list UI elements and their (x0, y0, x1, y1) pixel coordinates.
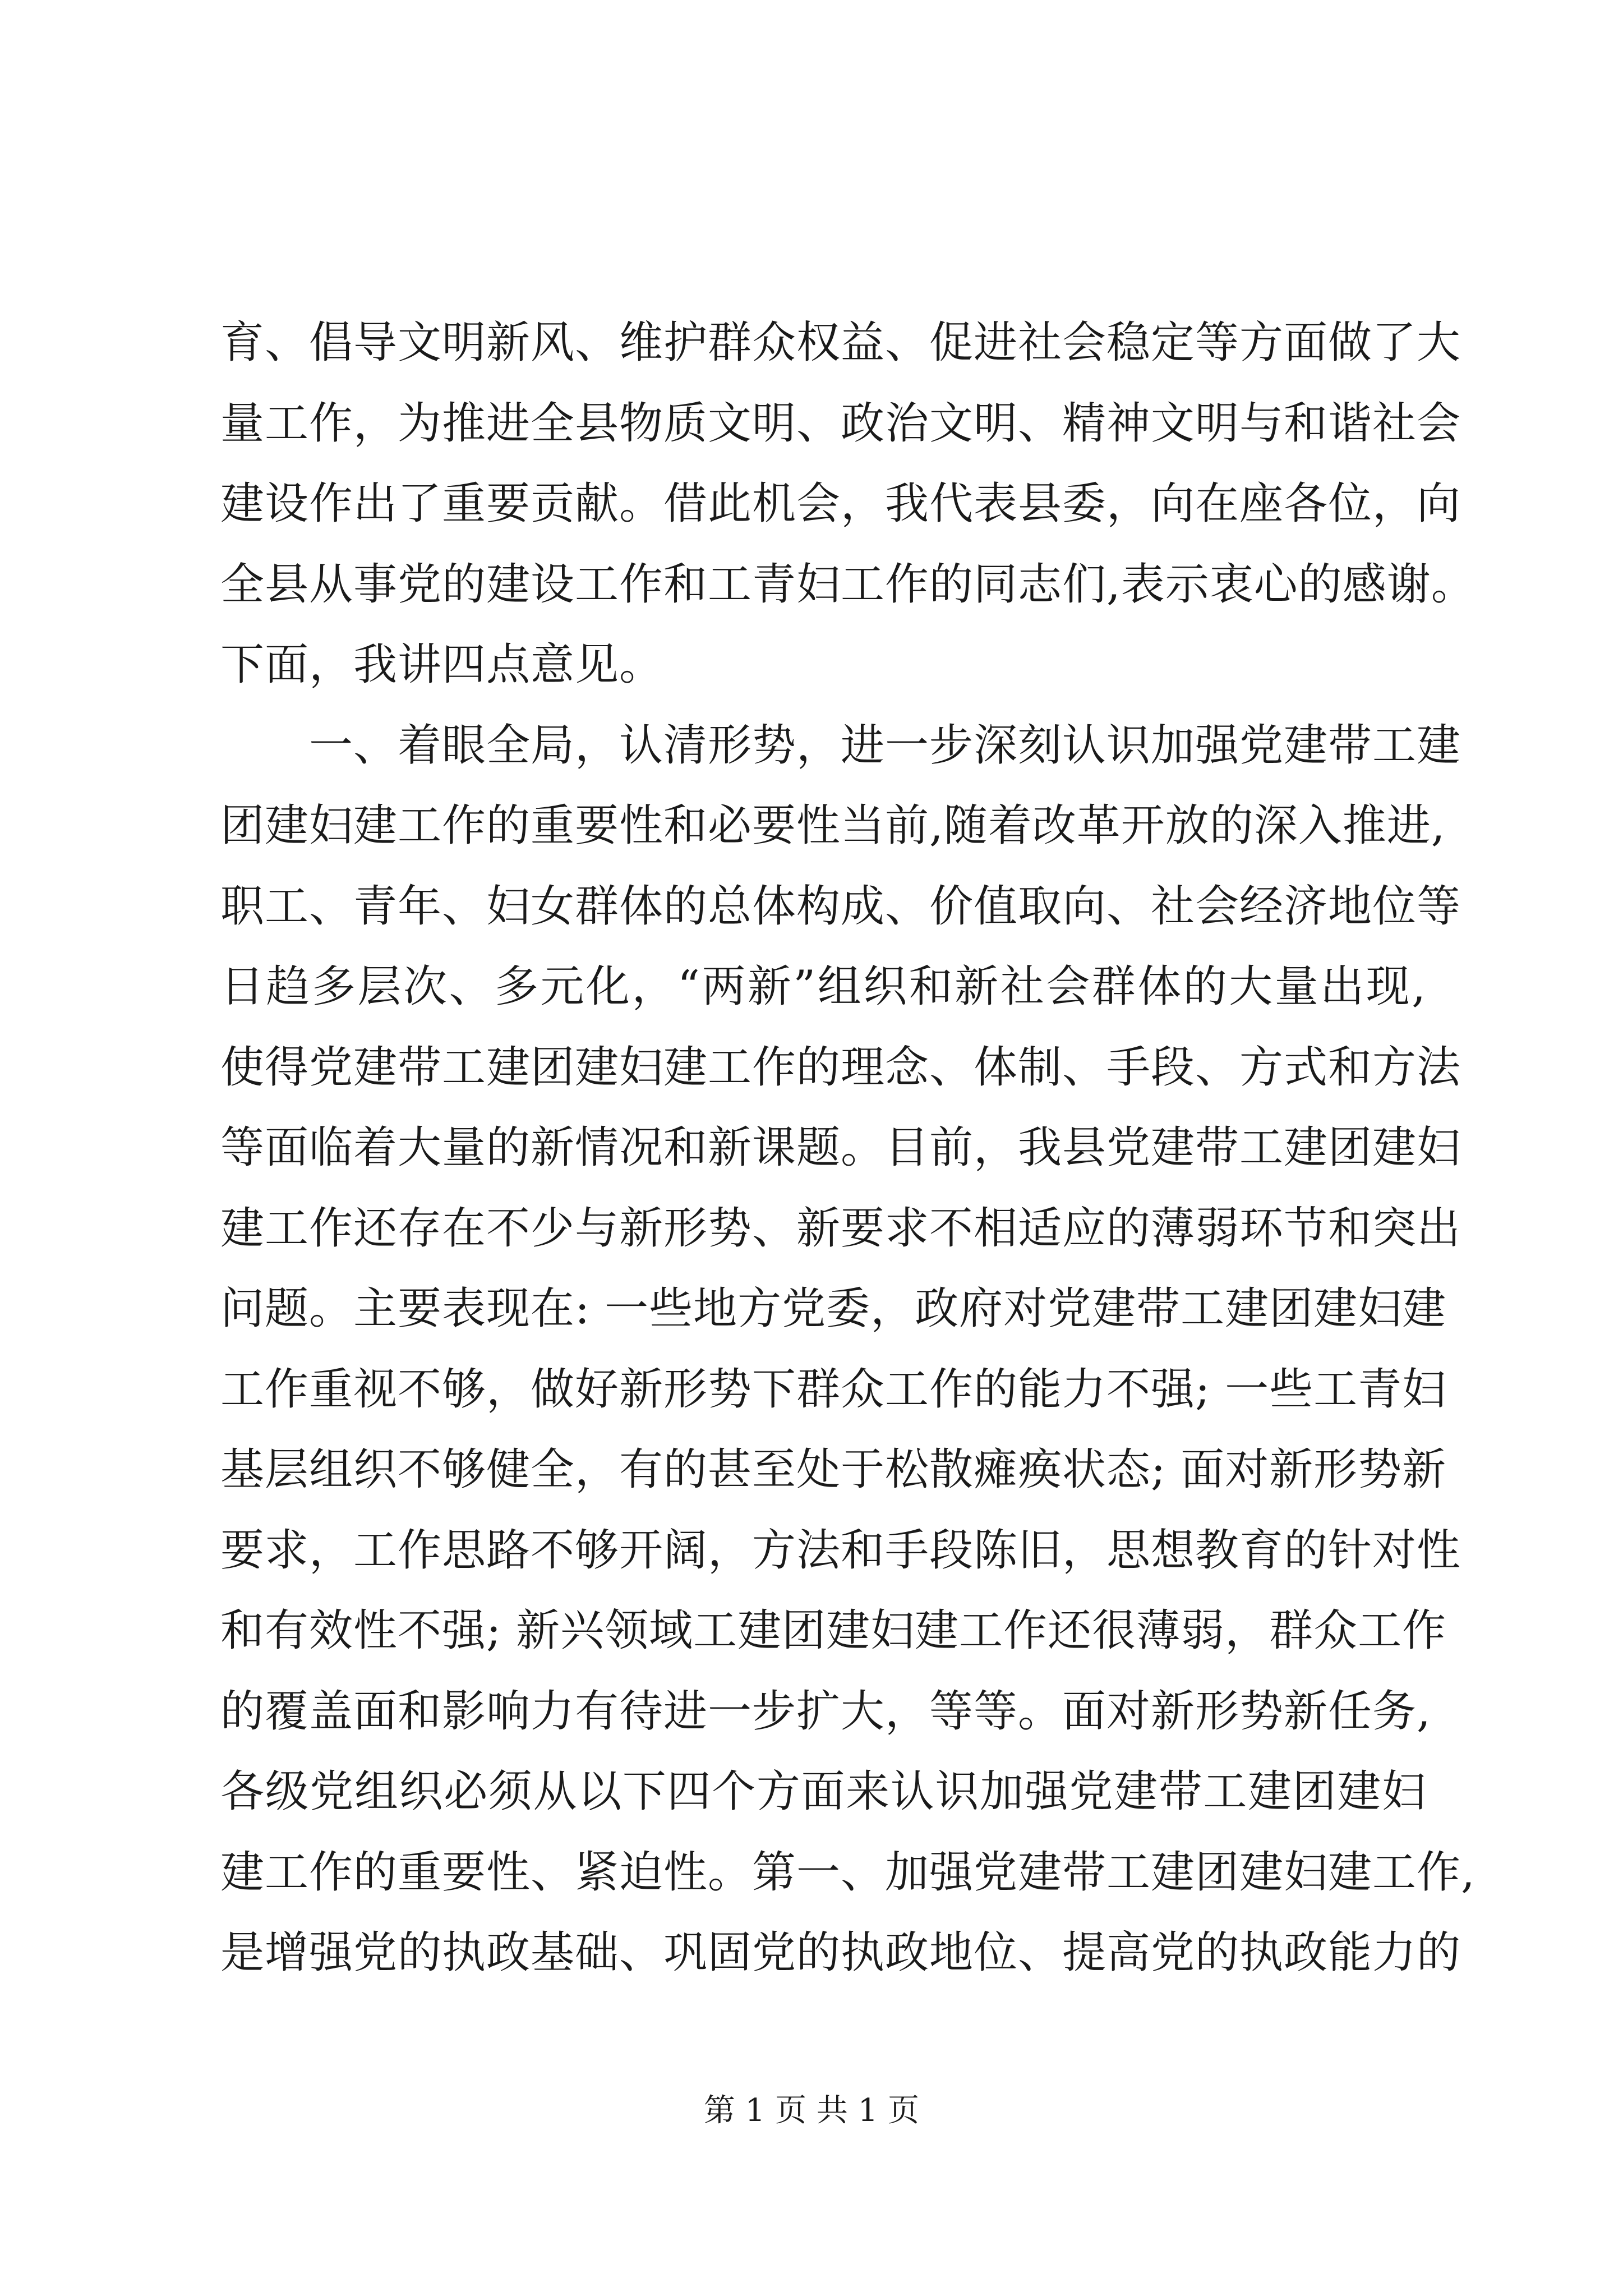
text-line: 各级党组织必须从以下四个方面来认识加强党建带工建团建妇 (220, 1766, 1426, 1817)
text-line: 使得党建带工建团建妇建工作的理念、体制、手段、方式和方法 (220, 1042, 1461, 1093)
text-line: 问题。主要表现在: 一些地方党委，政府对党建带工建团建妇建 (220, 1283, 1447, 1334)
text-line: 一、着眼全局，认清形势，进一步深刻认识加强党建带工建 (220, 720, 1461, 771)
page-footer: 第 1 页 共 1 页 (703, 2092, 920, 2129)
text-line: 下面，我讲四点意见。 (220, 639, 664, 690)
text-line: 全县从事党的建设工作和工青妇工作的同志们,表示衷心的感谢。 (220, 559, 1476, 610)
text-line: 团建妇建工作的重要性和必要性当前,随着改革开放的深入推进, (220, 800, 1446, 851)
text-line: 量工作，为推进全县物质文明、政治文明、精神文明与和谐社会 (220, 398, 1461, 449)
text-line: 工作重视不够，做好新形势下群众工作的能力不强; 一些工青妇 (220, 1364, 1447, 1415)
text-line: 日趋多层次、多元化，“两新”组织和新社会群体的大量出现, (220, 961, 1426, 1012)
document-body (220, 303, 1476, 1994)
text-line: 的覆盖面和影响力有待进一步扩大，等等。面对新形势新任务, (220, 1686, 1431, 1737)
text-line: 是增强党的执政基础、巩固党的执政地位、提高党的执政能力的 (220, 1927, 1461, 1978)
text-line: 建设作出了重要贡献。借此机会，我代表县委，向在座各位，向 (220, 478, 1461, 529)
text-line: 建工作的重要性、紧迫性。第一、加强党建带工建团建妇建工作, (220, 1847, 1476, 1898)
text-line: 育、倡导文明新风、维护群众权益、促进社会稳定等方面做了大 (220, 318, 1461, 368)
paragraph-2 (220, 706, 1476, 1994)
text-line: 建工作还存在不少与新形势、新要求不相适应的薄弱环节和突出 (220, 1203, 1461, 1254)
paragraph-1 (220, 303, 1476, 706)
text-line: 要求，工作思路不够开阔，方法和手段陈旧，思想教育的针对性 (220, 1525, 1461, 1576)
text-line: 等面临着大量的新情况和新课题。目前，我县党建带工建团建妇 (220, 1122, 1461, 1173)
text-line: 和有效性不强; 新兴领域工建团建妇建工作还很薄弱，群众工作 (220, 1605, 1447, 1656)
text-line: 职工、青年、妇女群体的总体构成、价值取向、社会经济地位等 (220, 881, 1461, 932)
text-line: 基层组织不够健全，有的甚至处于松散瘫痪状态; 面对新形势新 (220, 1444, 1447, 1495)
